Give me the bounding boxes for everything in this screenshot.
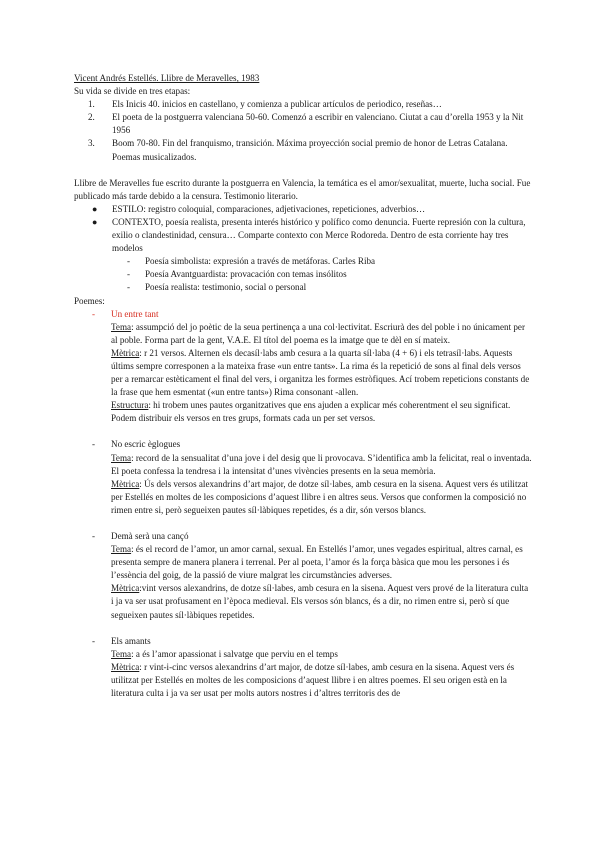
stage-item: 1. Els Inicis 40. inicios en castellano, y comienza a publicar artículos de periodico, reseñas… xyxy=(88,99,442,110)
poemes-heading: Poemes: xyxy=(74,295,105,306)
poem-tema: Tema: és el record de l’amor, un amor carnal, sexual. En Estellés l’amor, unes vegades espiritual, altres carnal, es presenta sempre de manera planera i terrenal. Per al poeta, l’amor és la força bàsica que mou les persones i és l’essència del goig, de la passió de viure malgrat les circumstàncies adverses. xyxy=(111,544,523,581)
summary-paragraph: Llibre de Meravelles fue escrito durante la postguerra en Valencia, la temática es el amor/sexualitat, muerte, lucha social. Fue publicado más tarde debido a la censura. Testimonio literario. xyxy=(74,177,531,201)
model-item: - Poesía realista: testimonio, social o personal xyxy=(127,282,307,293)
poem-title: Els amants xyxy=(111,635,151,646)
poem-no-escric-eglogues: - No escric èglogues Tema: record de la sensualitat d’una jove i del desig que li provocava. S’identifica amb la felicitat, real o inventada. El poeta confessa la tendresa i la intensitat d’unes vivències presents en la seua memòria. Mètrica: Ús dels versos alexandrins d’art major, de dotze síl·labes, amb cesura en la sisena. Aquest vers és utilitzat per Estellés en moltes de les composicions d’aquest llibre i en altres seus. Versos que conformen la composició no rimen entre si, però segueixen pautes síl·làbiques repetides, és a dir, són versos blancs. xyxy=(74,438,532,517)
models-list xyxy=(74,255,532,294)
document-page xyxy=(74,72,532,700)
stage-item: 2. El poeta de la postguerra valenciana 50-60. Comenzó a escribir en valenciano. Ciutat a cau d’orella 1953 y la Nit 1956 xyxy=(88,112,524,136)
document-title: Vicent Andrés Estellés. Llibre de Meravelles, 1983 xyxy=(74,73,260,83)
poem-un-entre-tant: - Un entre tant Tema: assumpció del jo poètic de la seua pertinença a una col·lectivitat. Escriurà des del poble i no únicament per al poble. Forma part de la gent, V.A.E. El títol del poema es la imatge que te dèl en sí mateix. Mètrica: r 21 versos. Alternen els decasíl·labs amb cesura a la quarta síl·laba (4 + 6) i els tetrasíl·labs. Aquests últims sempre corresponen a la mateixa frase «un entre tants». La rima és la repetició de sons al final dels versos per a remarcar estèticament el final del vers, i organitza les formes estròfiques. Ací trobem repeticions constants de la frase que hem esmentat («un entre tants») Rima consonant -allen. Estructura: hi trobem unes pautes organitzatives que ens ajuden a explicar més coherentment el seu significat. Podem distribuir els versos en tres grups, formats cada un per set versos. xyxy=(74,308,532,426)
intro-text: Su vida se divide en tres etapas: xyxy=(74,86,191,97)
bullet-item-estilo: ● ESTILO: registro coloquial, comparaciones, adjetivaciones, repeticiones, adverbios… xyxy=(92,203,426,214)
poem-metrica: Mètrica: Ús dels versos alexandrins d’art major, de dotze síl·labes, amb cesura en la sisena. Aquest vers és utilitzat per Estellés en moltes de les composicions d’aquest llibre i en altres seus. Versos que conformen la composició no rimen entre si, però segueixen pautes síl·làbiques repetides, és a dir, són versos blancs. xyxy=(111,478,529,515)
poem-title: Demà serà una cançó xyxy=(111,531,189,541)
poem-tema: Tema: record de la sensualitat d’una jove i del desig que li provocava. S’identifica amb la felicitat, real o inventada. El poeta confessa la tendresa i la intensitat d’unes vivències presents en la seua memòria. xyxy=(111,452,532,476)
poem-dema-sera-una-canco: - Demà serà una cançó Tema: és el record de l’amor, un amor carnal, sexual. En Estellés l’amor, unes vegades espiritual, altres carnal, es presenta sempre de manera planera i terrenal. Per al poeta, l’amor és la força bàsica que mou les persones i és l’essència del goig, de la passió de viure malgrat les circumstàncies adverses. Mètrica:vint versos alexandrins, de dotze síl·labes, amb cesura en la sisena. Aquest vers prové de la literatura culta i ja va ser usat profusament en l’època medieval. Els versos són blancs, és a dir, no rimen entre si, però sí que segueixen pautes síl·làbiques repetides. xyxy=(74,530,532,622)
poem-tema: Tema: assumpció del jo poètic de la seua pertinença a una col·lectivitat. Escriurà des del poble i no únicament per al poble. Forma part de la gent, V.A.E. El títol del poema es la imatge que te dèl en sí mateix. xyxy=(111,321,525,345)
poem-title: Un entre tant xyxy=(111,308,159,319)
bullet-item-contexto: ● CONTEXTO, poesía realista, presenta interés histórico y polífico como denuncia. Fuerte represión con la cultura, exilio o clandestinidad, censura… Comparte contexto con Merce Rodoreda. Dentro de esta corriente hay tres modelos - Poesía simbolista: expresión a través de metáforas. Carles Riba - Poesía Avantguardista: provacación con temas insólitos - Poesía realista: testimonio, social o personal xyxy=(74,216,532,295)
bullet-list xyxy=(74,203,532,295)
stages-list xyxy=(74,98,532,163)
poem-els-amants: - Els amants Tema: a és l’amor apassionat i salvatge que perviu en el temps Mètrica: r vint-i-cinc versos alexandrins d’art major, de dotze síl·labes, amb cesura en la sisena. Aquest vers és utilitzat per Estellés en moltes de les composicions d’aquest llibre i en altres poemes. El seu origen està en la literatura culta i ja va ser usat per molts autors nostres i d’altres territoris des de xyxy=(74,635,532,700)
poem-metrica: Mètrica: r vint-i-cinc versos alexandrins d’art major, de dotze síl·labes, amb cesura en la sisena. Aquest vers és utilitzat per Estellés en moltes de les composicions d’aquest llibre i en altres poemes. El seu origen està en la literatura culta i ja va ser usat per molts autors nostres i d’altres territoris des de xyxy=(111,661,515,699)
poem-title: No escric èglogues xyxy=(111,439,181,450)
poem-tema: Tema: a és l’amor apassionat i salvatge que perviu en el temps xyxy=(111,648,338,659)
poem-estructura: Estructura: hi trobem unes pautes organitzatives que ens ajuden a explicar més coherentment el seu significat. Podem distribuir els versos en tres grups, formats cada un per set versos. xyxy=(111,400,511,424)
model-item: - Poesía simbolista: expresión a través de metáforas. Carles Riba xyxy=(127,256,376,267)
stage-item: 3. Boom 70-80. Fin del franquismo, transición. Máxima proyección social premio de honor de Letras Catalana. Poemas musicalizados. xyxy=(88,138,508,162)
model-item: - Poesía Avantguardista: provacación con temas insólitos xyxy=(127,269,347,280)
poem-metrica: Mètrica:vint versos alexandrins, de dotze síl·labes, amb cesura en la sisena. Aquest vers prové de la literatura culta i ja va ser usat profusament en l’època medieval. Els versos són blancs, és a dir, no rimen entre si, però sí que segueixen pautes síl·làbiques repetides. xyxy=(111,583,529,620)
poem-metrica: Mètrica: r 21 versos. Alternen els decasíl·labs amb cesura a la quarta síl·laba (4 + 6) i els tetrasíl·labs. Aquests últims sempre corresponen a la mateixa frase «un entre tants». La rima és la repetició de sons al final dels versos per a remarcar estèticament el final del vers, i organitza les formes estròfiques. Ací trobem repeticions constants de la frase que hem esmentat («un entre tants») Rima consonant -allen. xyxy=(111,347,530,398)
